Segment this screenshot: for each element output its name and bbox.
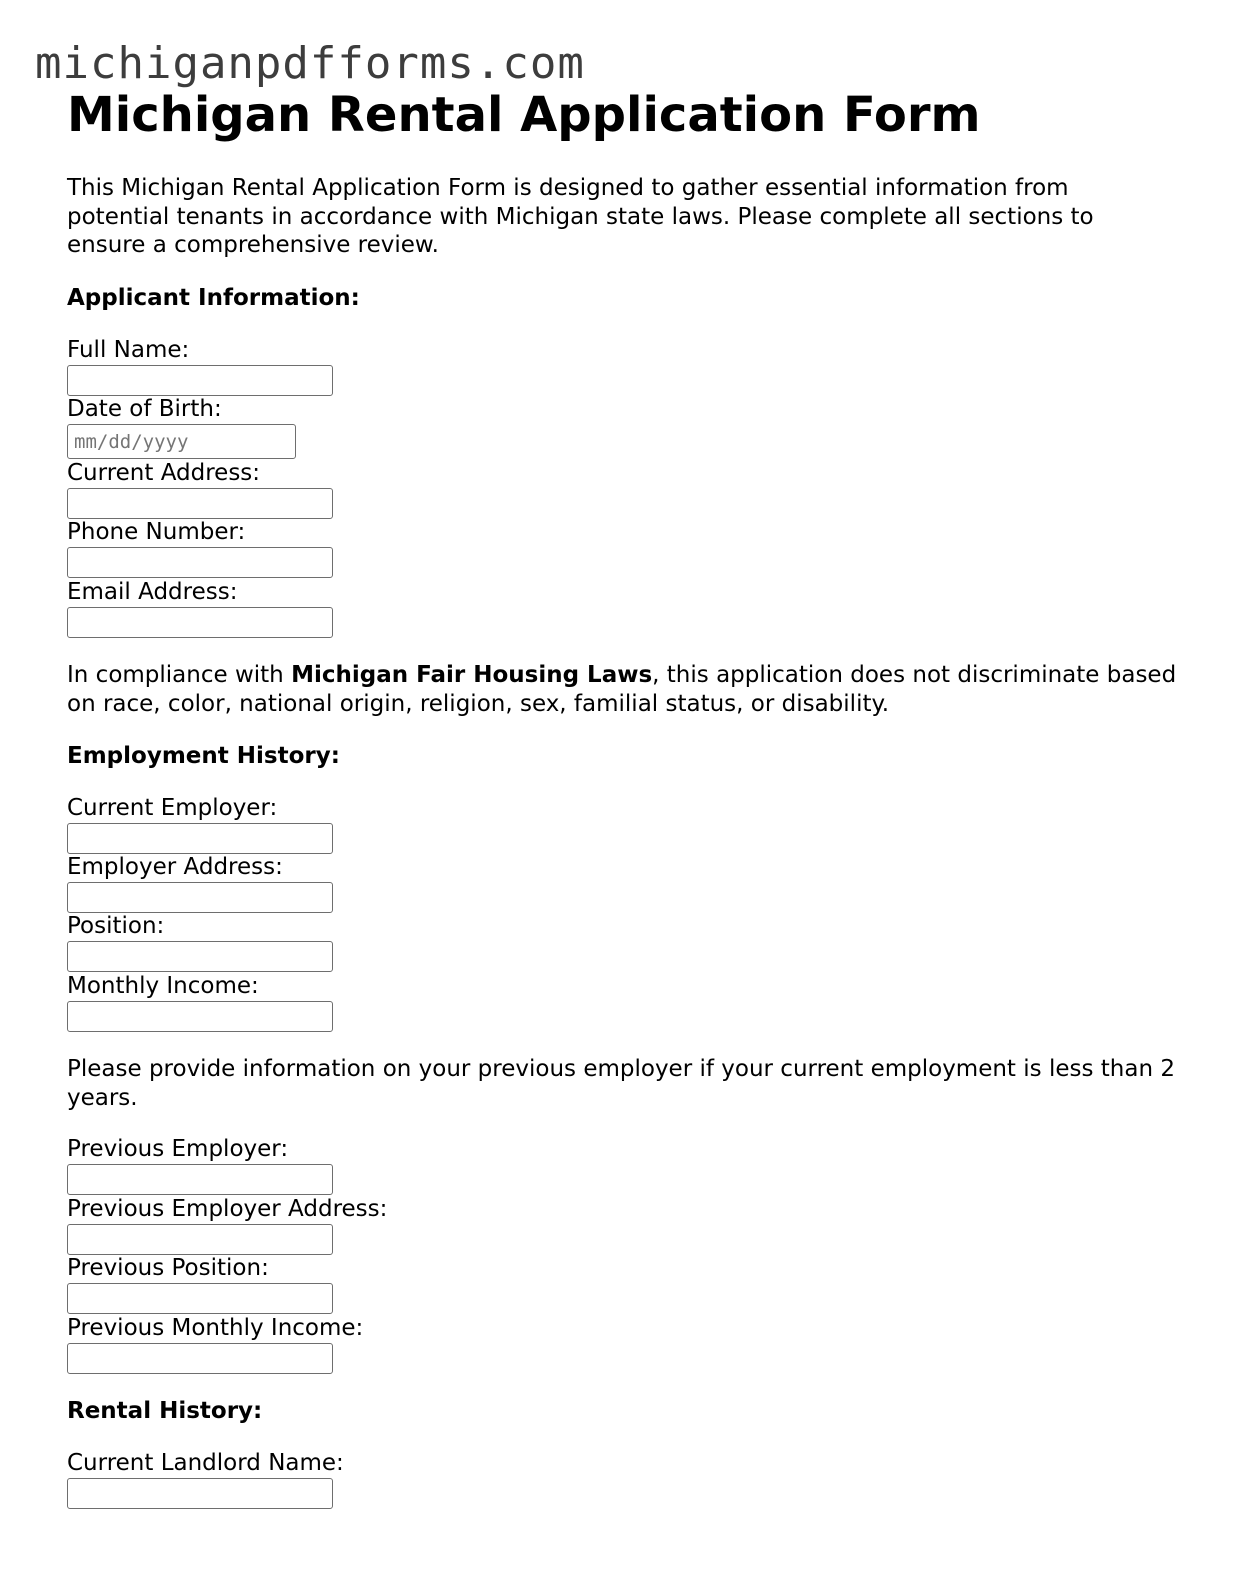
monthly-income-input[interactable] [67, 1001, 333, 1032]
phone-number-label: Phone Number: [67, 519, 246, 545]
full-name-input[interactable] [67, 365, 333, 396]
full-name-label: Full Name: [67, 337, 190, 363]
previous-employer-note: Please provide information on your previous employer if your current employment is less than 2 years. [67, 1056, 1175, 1111]
date-of-birth-label: Date of Birth: [67, 396, 222, 422]
current-employer-label: Current Employer: [67, 795, 278, 821]
fair-housing-suffix: , this application does not discriminate based on race, color, national origin, religion, sex, familial status, or disability. [67, 662, 1177, 717]
rental-section-heading: Rental History: [67, 1398, 263, 1424]
current-address-input[interactable] [67, 488, 333, 519]
previous-monthly-income-input[interactable] [67, 1343, 333, 1374]
previous-employer-input[interactable] [67, 1164, 333, 1195]
email-address-label: Email Address: [67, 579, 238, 605]
current-address-label: Current Address: [67, 460, 261, 486]
intro-paragraph: This Michigan Rental Application Form is designed to gather essential information from potential tenants in accordance with Michigan state laws. Please complete all sections to ensure a comprehensive review. [67, 175, 1094, 258]
date-of-birth-input[interactable] [67, 424, 296, 459]
fair-housing-law-name: Michigan Fair Housing Laws [291, 662, 653, 688]
previous-employer-label: Previous Employer: [67, 1136, 289, 1162]
previous-position-input[interactable] [67, 1283, 333, 1314]
current-landlord-input[interactable] [67, 1478, 333, 1509]
previous-employer-address-label: Previous Employer Address: [67, 1196, 388, 1222]
position-label: Position: [67, 913, 165, 939]
previous-monthly-income-label: Previous Monthly Income: [67, 1315, 364, 1341]
phone-number-input[interactable] [67, 547, 333, 578]
site-watermark: michiganpdfforms.com [35, 38, 585, 89]
fair-housing-notice [67, 661, 1177, 718]
employer-address-label: Employer Address: [67, 854, 283, 880]
monthly-income-label: Monthly Income: [67, 973, 259, 999]
current-employer-input[interactable] [67, 823, 333, 854]
email-address-input[interactable] [67, 607, 333, 638]
position-input[interactable] [67, 941, 333, 972]
employment-section-heading: Employment History: [67, 743, 340, 769]
employer-address-input[interactable] [67, 882, 333, 913]
fair-housing-prefix: In compliance with [67, 662, 292, 688]
previous-position-label: Previous Position: [67, 1255, 269, 1281]
applicant-section-heading: Applicant Information: [67, 285, 360, 311]
current-landlord-label: Current Landlord Name: [67, 1450, 344, 1476]
previous-employer-address-input[interactable] [67, 1224, 333, 1255]
page-title: Michigan Rental Application Form [67, 87, 981, 143]
